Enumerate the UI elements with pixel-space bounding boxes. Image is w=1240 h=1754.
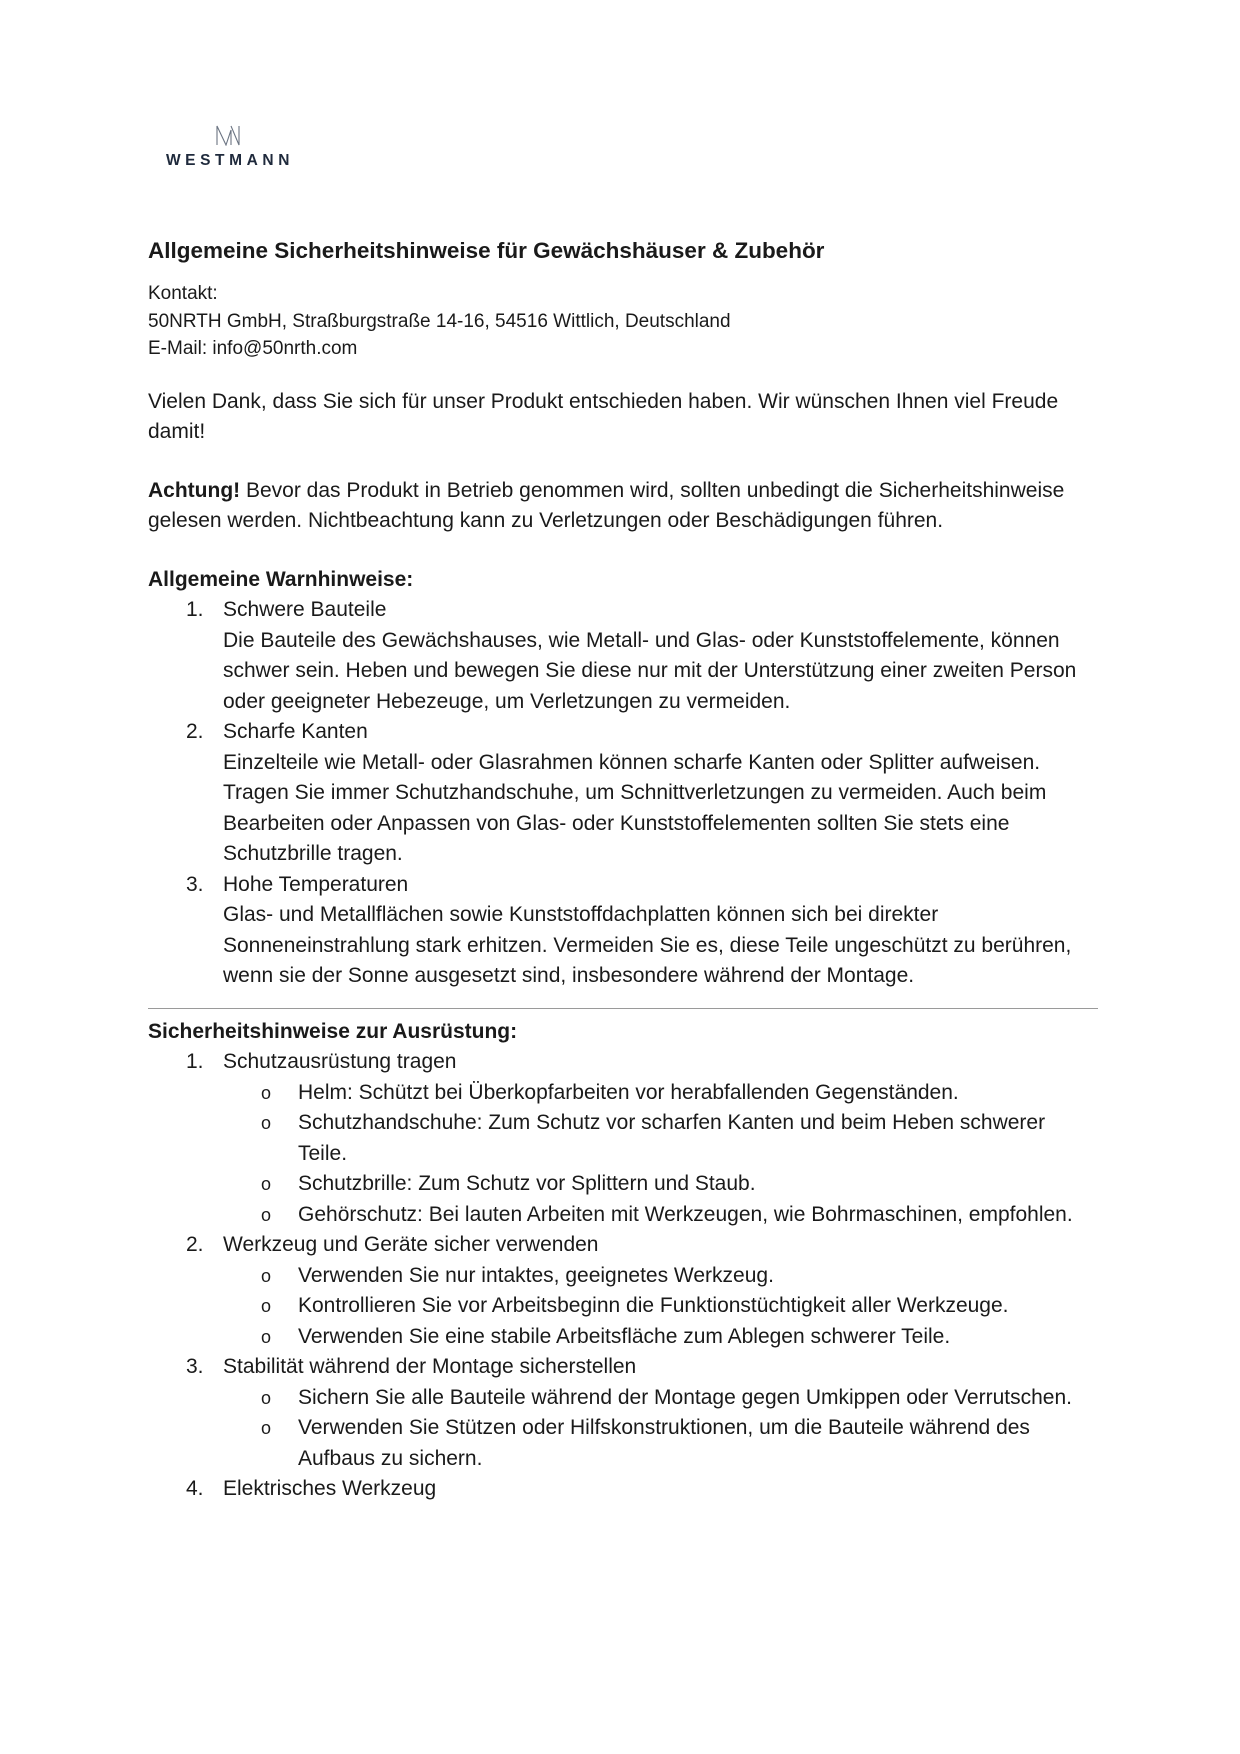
bullet-item — [223, 1200, 1098, 1231]
bullet-marker: o — [261, 1204, 272, 1225]
bullet-marker: o — [261, 1418, 272, 1438]
bullet-item — [223, 1413, 1098, 1474]
item-number: 2. — [186, 1233, 204, 1256]
list-item — [148, 595, 1098, 717]
item-number: 1. — [186, 1050, 204, 1073]
list-item — [148, 1474, 1098, 1505]
bullet-item — [223, 1169, 1098, 1200]
item-title: Schwere Bauteile — [223, 598, 387, 621]
list-item — [148, 1047, 1098, 1230]
contact-email: E-Mail: info@50nrth.com — [148, 338, 358, 359]
bullet-marker: o — [261, 1174, 272, 1194]
general-warnings-list — [148, 595, 1098, 992]
bullet-text: Schutzhandschuhe: Zum Schutz vor scharfen Kanten und beim Heben schwerer Teile. — [298, 1111, 1046, 1165]
bullet-text: Helm: Schützt bei Überkopfarbeiten vor herabfallenden Gegenständen. — [298, 1080, 959, 1104]
bullet-item — [223, 1261, 1098, 1292]
list-item — [148, 717, 1098, 870]
item-title: Elektrisches Werkzeug — [223, 1477, 437, 1500]
contact-address: 50NRTH GmbH, Straßburgstraße 14-16, 54516 Wittlich, Deutschland — [148, 310, 731, 332]
item-text: Einzelteile wie Metall- oder Glasrahmen können scharfe Kanten oder Splitter aufweisen. Tragen Sie immer Schutzhandschuhe, um Schnittverletzungen zu vermeiden. Auch beim Bearbeiten oder Anpassen von Glas- oder Kunststoffelementen sollten Sie stets eine Schutzbrille tragen. — [223, 750, 1047, 865]
bullet-item — [223, 1322, 1098, 1353]
general-warnings-heading: Allgemeine Warnhinweise: — [148, 567, 414, 591]
item-title: Hohe Temperaturen — [223, 872, 409, 896]
warning-label: Achtung! — [148, 478, 241, 502]
bullet-marker: o — [261, 1113, 272, 1133]
item-number: 2. — [186, 720, 204, 743]
intro-paragraph: Vielen Dank, dass Sie sich für unser Produkt entschieden haben. Wir wünschen Ihnen viel Freude damit! — [148, 389, 1059, 443]
westmann-monogram-icon — [214, 124, 242, 146]
item-number: 1. — [186, 598, 204, 621]
item-title: Stabilität während der Montage sicherstellen — [223, 1355, 637, 1378]
warning-text: Bevor das Produkt in Betrieb genommen wird, sollten unbedingt die Sicherheitshinweise gelesen werden. Nichtbeachtung kann zu Verletzungen oder Beschädigungen führen. — [148, 478, 1065, 532]
bullet-marker: o — [261, 1387, 272, 1408]
bullet-text: Verwenden Sie Stützen oder Hilfskonstruktionen, um die Bauteile während des Aufbaus zu sichern. — [298, 1416, 1030, 1470]
warning-paragraph — [148, 476, 1098, 537]
bullet-marker: o — [261, 1326, 272, 1347]
equipment-list — [148, 1047, 1098, 1505]
list-item — [148, 870, 1098, 992]
bullet-list — [223, 1078, 1098, 1231]
document-title: Allgemeine Sicherheitshinweise für Gewächshäuser & Zubehör — [148, 238, 825, 263]
bullet-text: Gehörschutz: Bei lauten Arbeiten mit Werkzeugen, wie Bohrmaschinen, empfohlen. — [298, 1202, 1073, 1226]
item-title: Scharfe Kanten — [223, 720, 368, 743]
bullet-item — [223, 1291, 1098, 1322]
document-content — [148, 236, 1098, 1505]
bullet-marker: o — [261, 1265, 272, 1286]
bullet-marker: o — [261, 1082, 272, 1103]
bullet-marker: o — [261, 1296, 272, 1316]
bullet-item — [223, 1108, 1098, 1169]
bullet-list — [223, 1261, 1098, 1353]
list-item — [148, 1352, 1098, 1474]
bullet-item — [223, 1383, 1098, 1414]
logo-wordmark: WESTMANN — [165, 152, 295, 169]
item-text: Glas- und Metallflächen sowie Kunststoffdachplatten können sich bei direkter Sonneneinstrahlung stark erhitzen. Vermeiden Sie es, diese Teile ungeschützt zu berühren, wenn sie der Sonne ausgesetzt sind, insbesondere während der Montage. — [223, 903, 1072, 987]
bullet-list — [223, 1383, 1098, 1475]
bullet-text: Verwenden Sie eine stabile Arbeitsfläche zum Ablegen schwerer Teile. — [298, 1324, 951, 1348]
bullet-text: Verwenden Sie nur intaktes, geeignetes Werkzeug. — [298, 1263, 774, 1287]
section-divider — [148, 1008, 1098, 1009]
equipment-heading: Sicherheitshinweise zur Ausrüstung: — [148, 1019, 518, 1043]
list-item — [148, 1230, 1098, 1352]
bullet-text: Schutzbrille: Zum Schutz vor Splittern und Staub. — [298, 1172, 756, 1195]
item-number: 3. — [186, 872, 204, 896]
bullet-text: Kontrollieren Sie vor Arbeitsbeginn die Funktionstüchtigkeit aller Werkzeuge. — [298, 1294, 1009, 1317]
bullet-text: Sichern Sie alle Bauteile während der Montage gegen Umkippen oder Verrutschen. — [298, 1385, 1072, 1409]
contact-label: Kontakt: — [148, 283, 218, 304]
item-number: 4. — [186, 1477, 204, 1500]
company-logo — [158, 124, 298, 170]
item-title: Schutzausrüstung tragen — [223, 1050, 457, 1073]
item-text: Die Bauteile des Gewächshauses, wie Metall- und Glas- oder Kunststoffelemente, können schwer sein. Heben und bewegen Sie diese nur mit der Unterstützung einer zweiten Person oder geeigneter Hebezeuge, um Verletzungen zu vermeiden. — [223, 628, 1077, 713]
contact-block — [148, 280, 1098, 363]
item-number: 3. — [186, 1355, 204, 1378]
bullet-item — [223, 1078, 1098, 1109]
item-title: Werkzeug und Geräte sicher verwenden — [223, 1233, 599, 1256]
